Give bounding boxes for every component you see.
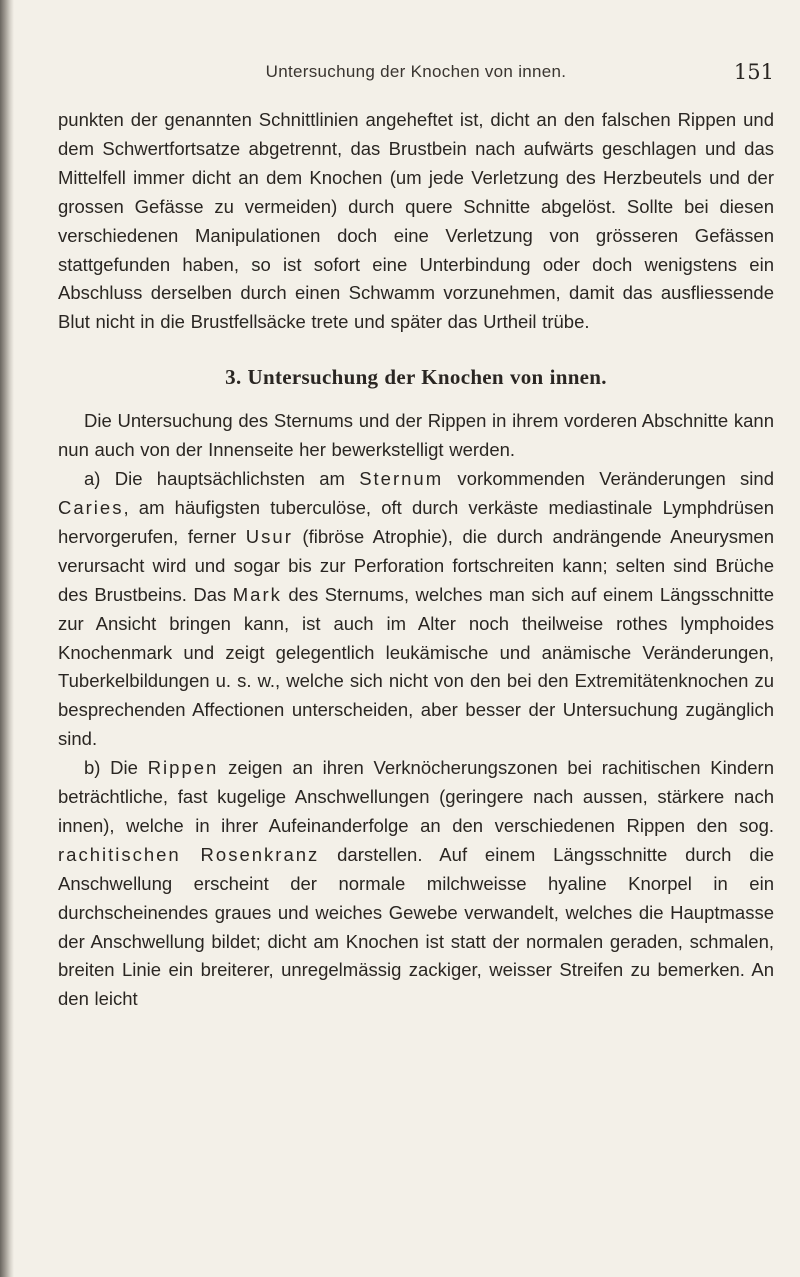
paragraph-continuation: punkten der genannten Schnittlinien angeheftet ist, dicht an den falschen Rippen und dem Schwertfortsatze abgetrennt, das Brustbein nach aufwärts geschlagen und das Mittelfell immer dicht an dem Knochen (um jede Verletzung des Herzbeutels und der grossen Gefässe zu vermeiden) durch quere Schnitte abgelöst. Sollte bei diesen verschiedenen Manipulationen doch eine Verletzung von grösseren Gefässen stattgefunden haben, so ist sofort eine Unterbindung oder doch wenigstens ein Abschluss derselben durch einen Schwamm vorzunehmen, damit das ausfliessende Blut nicht in die Brustfellsäcke trete und später das Urtheil trübe. [58, 109, 774, 333]
text-run: darstellen. Auf einem Längsschnitte durch die Anschwellung erscheint der normale milchweisse hyaline Knorpel in ein durchscheinendes graues und weiches Gewebe verwandelt, welches die Hauptmasse der Anschwellung bildet; dicht am Knochen ist statt der normalen geraden, schmalen, breiten Linie ein breiterer, unregelmässig zackiger, weisser Streifen zu bemerken. An den leicht [58, 843, 774, 1010]
emphasis-rippen: Rippen [147, 757, 219, 779]
paragraph-intro: Die Untersuchung des Sternums und der Rippen in ihrem vorderen Abschnitte kann nun auch von der Innenseite her bewerkstelligt werden. [58, 410, 774, 461]
emphasis-sternum: Sternum [359, 468, 444, 490]
text-run: b) Die [84, 757, 148, 779]
text-run: , am häufigsten tuberculöse, oft durch verkäste mediastinale Lymphdrüsen hervorgerufen, ferner [58, 496, 774, 547]
body-text [58, 106, 774, 1014]
text-run: zeigen an ihren Verknöcherungszonen bei rachitischen Kindern beträchtliche, fast kugelige Anschwellungen (geringere nach aussen, stärkere nach innen), welche in ihrer Aufeinanderfolge an den verschiedenen Rippen den sog. [58, 757, 774, 836]
emphasis-mark: Mark [232, 583, 282, 605]
emphasis-usur: Usur [245, 525, 293, 547]
book-page [58, 0, 774, 1277]
page-number: 151 [733, 60, 774, 84]
emphasis-rosenkranz: rachitischen Rosenkranz [58, 843, 320, 865]
text-run: a) Die hauptsächlichsten am [84, 468, 360, 490]
page-binding-edge [0, 0, 14, 1277]
text-run: (fibröse Atrophie), die durch andrängende Aneurysmen verursacht wird und sogar bis zur Perforation fortschreiten kann; selten sind Brüche des Brustbeins. Das [58, 525, 774, 605]
paragraph-sternum [58, 465, 774, 754]
text-run: vorkommenden Veränderungen sind [443, 468, 774, 490]
emphasis-caries: Caries [58, 496, 124, 518]
running-title: Untersuchung der Knochen von innen. [265, 62, 567, 81]
paragraph-rippen [58, 754, 774, 1014]
running-header [58, 62, 774, 92]
text-run: des Sternums, welches man sich auf einem Längsschnitte zur Ansicht bringen kann, ist auch im Alter noch theilweise rothes lymphoides Knochenmark und zeigt gelegentlich leukämische und anämische Veränderungen, Tuberkelbildungen u. s. w., welche sich nicht von den bei den Extremitätenknochen zu besprechenden Affectionen unterscheiden, aber besser der Untersuchung zugänglich sind. [58, 583, 774, 750]
section-heading: 3. Untersuchung der Knochen von innen. [225, 365, 607, 390]
